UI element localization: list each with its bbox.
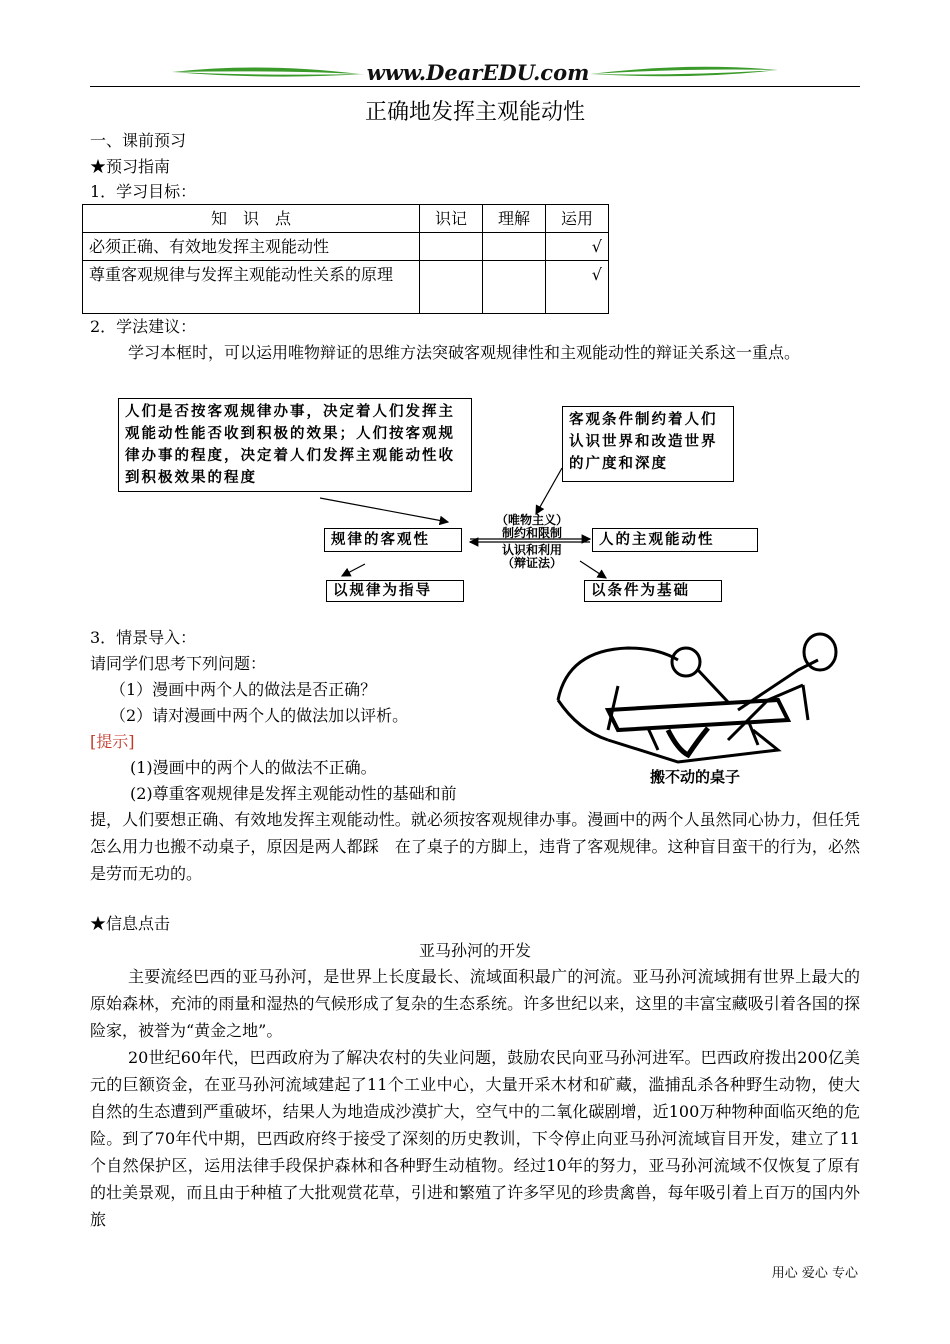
header-logo bbox=[170, 58, 780, 88]
table-row bbox=[83, 233, 609, 261]
header-cell: 理解 bbox=[483, 205, 546, 233]
center-bottom-1: 认识和利用 bbox=[501, 543, 562, 557]
question-2: （2）请对漫画中两个人的做法加以评析。 bbox=[110, 706, 409, 725]
header-rule bbox=[90, 86, 860, 87]
footer-text: 用心 爱心 专心 bbox=[771, 1266, 858, 1281]
article-title: 亚马孙河的开发 bbox=[418, 941, 531, 960]
header-cell: 知 识 点 bbox=[83, 205, 420, 233]
method-text: 学习本框时，可以运用唯物辩证的思维方法突破客观规律性和主观能动性的辩证关系这一重点。 bbox=[128, 343, 801, 362]
method-heading: 2．学法建议： bbox=[90, 317, 197, 336]
table-cell bbox=[420, 233, 483, 261]
table-cell: √ bbox=[546, 233, 609, 261]
answer-2-rest: 提，人们要想正确、有效地发挥主观能动性。就必须按客观规律办事。漫画中的两个人虽然同心协力，但任凭怎么用力也搬不动桌子，原因是两人都踩 在了桌子的方脚上，违背了客观规律。这种盲目蛮干的行为，必然是劳而无功的。 bbox=[90, 810, 860, 883]
center-bottom-2: （辩证法） bbox=[501, 556, 562, 570]
section-heading: 一、课前预习 bbox=[90, 131, 187, 150]
answer-2-first: (2)尊重客观规律是发挥主观能动性的基础和前 bbox=[130, 784, 457, 803]
center-label-bottom bbox=[474, 544, 590, 570]
page-title: 正确地发挥主观能动性 bbox=[364, 100, 585, 125]
table-row bbox=[83, 261, 609, 314]
concept-diagram bbox=[110, 396, 750, 602]
goal-heading: 1．学习目标： bbox=[90, 182, 197, 201]
box-top-right: 客观条件制约着人们认识世界和改造世界的广度和深度 bbox=[562, 406, 734, 482]
guide-heading: ★预习指南 bbox=[90, 157, 171, 176]
table-cell: 必须正确、有效地发挥主观能动性 bbox=[83, 233, 420, 261]
question-1: （1）漫画中两个人的做法是否正确？ bbox=[110, 680, 377, 699]
right-node: 人的主观能动性 bbox=[592, 528, 758, 552]
cartoon-table-icon bbox=[548, 630, 850, 770]
header-cell: 识记 bbox=[420, 205, 483, 233]
header-cell: 运用 bbox=[546, 205, 609, 233]
article-paragraph-1: 主要流经巴西的亚马孙河，是世界上长度最长、流域面积最广的河流。亚马孙河流域拥有世界上最大的原始森林，充沛的雨量和湿热的气候形成了复杂的生态系统。许多世纪以来，这里的丰富宝藏吸引着各国的探险家，被誉为“黄金之地”。 bbox=[90, 967, 860, 1040]
cartoon-caption: 搬不动的桌子 bbox=[649, 768, 740, 786]
center-top-1: （唯物主义） bbox=[495, 513, 568, 527]
table-cell: √ bbox=[546, 261, 609, 314]
center-label-top bbox=[474, 514, 590, 540]
bottom-right-node: 以条件为基础 bbox=[584, 580, 722, 602]
table-cell bbox=[483, 261, 546, 314]
table-cell bbox=[420, 261, 483, 314]
answer-1: (1)漫画中的两个人的做法不正确。 bbox=[130, 758, 377, 777]
cartoon-illustration bbox=[548, 630, 850, 790]
info-heading: ★信息点击 bbox=[90, 914, 171, 933]
bottom-left-node: 以规律为指导 bbox=[326, 580, 464, 602]
scene-heading: 3．情景导入： bbox=[90, 628, 197, 647]
center-top-2: 制约和限制 bbox=[501, 526, 562, 540]
goals-table bbox=[82, 204, 609, 314]
table-cell: 尊重客观规律与发挥主观能动性关系的原理 bbox=[83, 261, 420, 314]
table-cell bbox=[483, 233, 546, 261]
table-header-row bbox=[83, 205, 609, 233]
scene-intro: 请同学们思考下列问题： bbox=[90, 654, 267, 673]
hint-label: [提示] bbox=[90, 732, 135, 751]
logo-text: www.DearEDU.com bbox=[366, 60, 590, 85]
article-paragraph-2: 20世纪60年代，巴西政府为了解决农村的失业问题，鼓励农民向亚马孙河进军。巴西政府拨出200亿美元的巨额资金，在亚马孙河流域建起了11个工业中心，大量开采木材和矿藏，滥捕乱杀各种野生动物，使大自然的生态遭到严重破坏，结果人为地造成沙漠扩大，空气中的二氧化碳剧增，近100万种物种面临灭绝的危险。到了70年代中期，巴西政府终于接受了深刻的历史教训，下令停止向亚马孙河流域盲目开发，建立了11个自然保护区，运用法律手段保护森林和各种野生动植物。经过10年的努力，亚马孙河流域不仅恢复了原有的壮美景观，而且由于种植了大批观赏花草，引进和繁殖了许多罕见的珍贵禽兽，每年吸引着上百万的国内外旅 bbox=[90, 1048, 860, 1229]
left-node: 规律的客观性 bbox=[324, 528, 462, 552]
box-top-left: 人们是否按客观规律办事，决定着人们发挥主观能动性能否收到积极的效果；人们按客观规律办事的程度，决定着人们发挥主观能动性收到积极效果的程度 bbox=[118, 398, 472, 492]
